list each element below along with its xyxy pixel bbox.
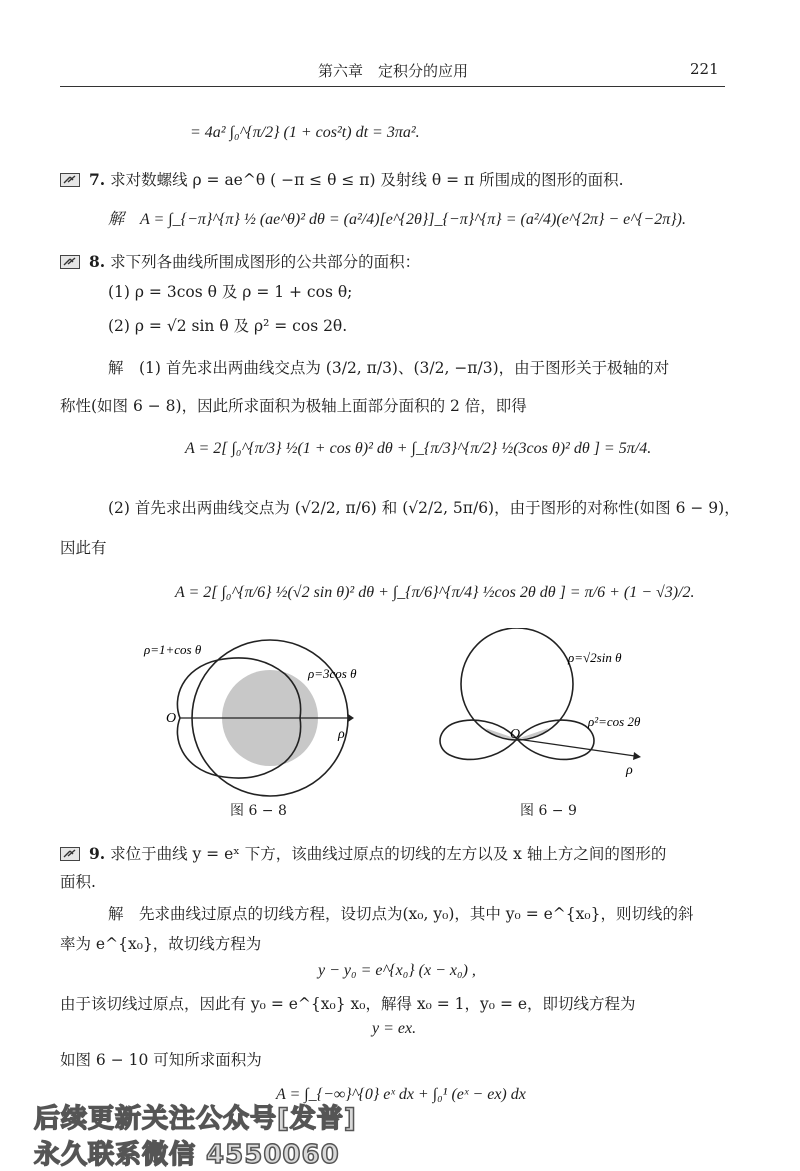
- problem-7-solution: 解 A = ∫_{−π}^{π} ½ (ae^θ)² dθ = (a²/4)[e^{2θ}]_{−π}^{π} = (a²/4)(e^{2π} − e^{−2π}).: [108, 211, 686, 228]
- figure-6-8: [140, 638, 370, 798]
- problem-7-statement: 求对数螺线 ρ = ae^θ ( −π ≤ θ ≤ π) 及射线 θ = π 所围成的图形的面积.: [110, 171, 624, 189]
- exercise-icon: [60, 847, 80, 861]
- problem-9-equation-2: y = ex.: [372, 1020, 417, 1037]
- axis-arrow: [633, 752, 641, 760]
- equation-top: = 4a² ∫₀^{π/2} (1 + cos²t) dt = 3πa².: [190, 124, 420, 141]
- chapter-title: 第六章 定积分的应用: [318, 62, 469, 80]
- problem-8-solution-1-equation: A = 2[ ∫₀^{π/3} ½(1 + cos θ)² dθ + ∫_{π/3}^{π/2} ½(3cos θ)² dθ ] = 5π/4.: [185, 440, 652, 457]
- exercise-icon: [60, 173, 80, 187]
- figure-6-8-caption: 图 6 − 8: [230, 803, 287, 819]
- problem-9-solution-line-1: 解 先求曲线过原点的切线方程，设切点为(x₀, y₀)，其中 y₀ = e^{x₀}，则切线的斜: [108, 905, 694, 923]
- problem-8-item-1: (1) ρ = 3cos θ 及 ρ = 1 + cos θ;: [108, 283, 353, 301]
- label-cardioid: ρ=1+cos θ: [144, 642, 202, 657]
- problem-9-solution-line-2: 率为 e^{x₀}，故切线方程为: [60, 935, 262, 953]
- problem-9-statement-line-1: 求位于曲线 y = eˣ 下方，该曲线过原点的切线的左方以及 x 轴上方之间的图形的: [110, 845, 667, 863]
- label-axis: ρ: [626, 763, 633, 778]
- figure-6-9: [430, 628, 650, 778]
- problem-8-number: 8.: [88, 252, 106, 271]
- problem-9-equation-1: y − y₀ = e^{x₀} (x − x₀) ,: [318, 962, 476, 979]
- problem-8-item-2: (2) ρ = √2 sin θ 及 ρ² = cos 2θ.: [108, 317, 348, 335]
- label-origin: O: [166, 711, 177, 726]
- figure-6-9-caption: 图 6 − 9: [520, 803, 577, 819]
- problem-9: [60, 842, 666, 864]
- polar-axis: [517, 739, 635, 756]
- curve-circle: [461, 628, 573, 740]
- problem-9-solution-line-3: 由于该切线过原点，因此有 y₀ = e^{x₀} x₀，解得 x₀ = 1，y₀ = e，即切线方程为: [60, 995, 636, 1013]
- page-number: 221: [690, 60, 719, 78]
- problem-9-equation-3: A = ∫_{−∞}^{0} eˣ dx + ∫₀¹ (eˣ − ex) dx: [276, 1086, 526, 1103]
- problem-9-number: 9.: [88, 844, 106, 863]
- problem-8-solution-2-line-2: 因此有: [60, 539, 107, 557]
- problem-9-solution-line-4: 如图 6 − 10 可知所求面积为: [60, 1051, 262, 1069]
- problem-8-solution-1-line-2: 称性(如图 6 − 8)，因此所求面积为极轴上面部分面积的 2 倍，即得: [60, 397, 527, 415]
- problem-9-statement-line-2: 面积.: [60, 873, 96, 891]
- problem-7: [60, 168, 624, 190]
- axis-arrow: [348, 714, 354, 722]
- problem-8-solution-2-line-1: (2) 首先求出两曲线交点为 (√2/2, π/6) 和 (√2/2, 5π/6)，由于图形的对称性(如图 6 − 9)，: [108, 499, 740, 517]
- problem-8: [60, 250, 420, 272]
- problem-8-solution-1-line-1: 解 (1) 首先求出两曲线交点为 (3/2, π/3)、(3/2, −π/3)，由于图形关于极轴的对: [108, 359, 670, 377]
- label-axis: ρ: [338, 727, 345, 742]
- exercise-icon: [60, 255, 80, 269]
- problem-8-statement: 求下列各曲线所围成图形的公共部分的面积：: [110, 253, 421, 271]
- label-origin: O: [510, 727, 521, 742]
- problem-7-number: 7.: [88, 170, 106, 189]
- label-circle: ρ=√2sin θ: [568, 650, 622, 665]
- watermark-line-2: 永久联系微信 4550060: [34, 1140, 340, 1170]
- label-circle: ρ=3cos θ: [308, 666, 357, 681]
- watermark-line-1: 后续更新关注公众号[发普]: [34, 1104, 357, 1134]
- header-rule: [60, 86, 725, 87]
- problem-8-solution-2-equation: A = 2[ ∫₀^{π/6} ½(√2 sin θ)² dθ + ∫_{π/6}^{π/4} ½cos 2θ dθ ] = π/6 + (1 − √3)/2.: [175, 584, 695, 601]
- label-lemniscate: ρ²=cos 2θ: [588, 714, 641, 729]
